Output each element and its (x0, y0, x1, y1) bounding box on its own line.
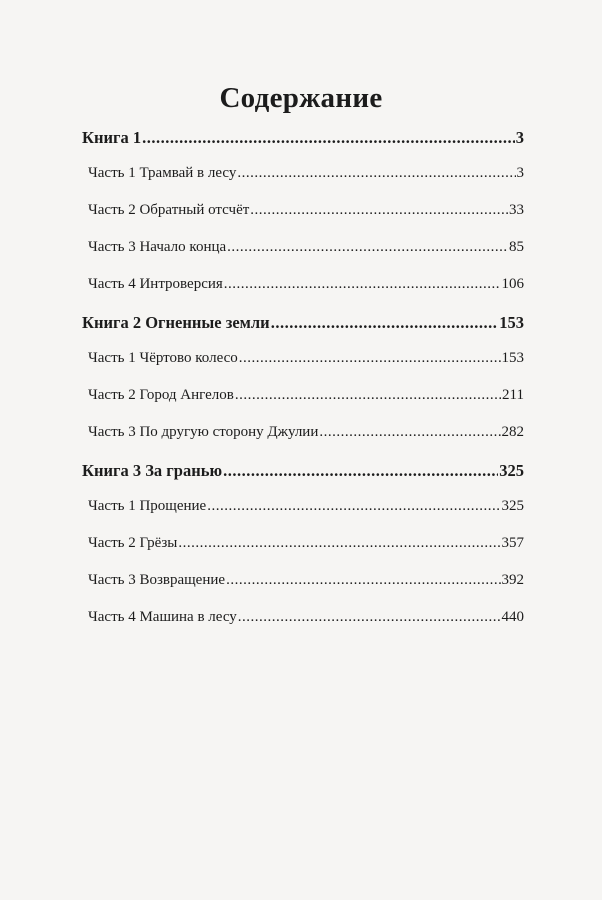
toc-page-number: 325 (499, 461, 524, 480)
toc-entry-label: Книга 2 Огненные земли (82, 313, 270, 332)
toc-page-number: 153 (501, 350, 524, 366)
dot-leader (227, 239, 508, 256)
toc-book-entry (82, 461, 524, 498)
toc-page-number: 3 (516, 165, 524, 181)
toc-book-entry (82, 313, 524, 350)
toc-part-entry (82, 202, 524, 239)
toc-book-entry (82, 128, 524, 165)
toc-page-number: 3 (515, 128, 524, 147)
dot-leader (237, 165, 515, 182)
dot-leader (238, 609, 501, 626)
toc-page-number: 211 (502, 387, 524, 403)
page-title: Содержание (219, 82, 383, 114)
dot-leader (142, 128, 515, 148)
dot-leader (224, 276, 501, 293)
toc-page-number: 33 (509, 202, 524, 218)
table-of-contents (82, 128, 524, 646)
toc-part-entry (82, 387, 524, 424)
toc-part-entry (82, 498, 524, 535)
toc-part-entry (82, 572, 524, 609)
toc-part-entry (82, 165, 524, 202)
toc-part-entry (82, 276, 524, 313)
toc-page-number: 85 (509, 239, 524, 255)
toc-part-entry (82, 239, 524, 276)
toc-entry-label: Часть 3 Возвращение (88, 572, 226, 588)
dot-leader (235, 387, 501, 404)
toc-part-entry (82, 535, 524, 572)
toc-entry-label: Часть 1 Прощение (88, 498, 207, 514)
toc-page-number: 106 (501, 276, 524, 292)
dot-leader (319, 424, 500, 441)
toc-page-number: 282 (501, 424, 524, 440)
toc-entry-label: Часть 4 Интроверсия (88, 276, 223, 292)
toc-entry-label: Книга 3 За гранью (82, 461, 223, 480)
toc-entry-label: Часть 4 Машина в лесу (88, 609, 237, 625)
toc-page-number: 392 (501, 572, 524, 588)
toc-page-number: 325 (501, 498, 524, 514)
dot-leader (223, 461, 498, 481)
toc-part-entry (82, 424, 524, 461)
toc-entry-label: Часть 3 По другую сторону Джулии (88, 424, 319, 440)
dot-leader (178, 535, 500, 552)
dot-leader (250, 202, 508, 219)
toc-page-number: 153 (499, 313, 524, 332)
toc-page-number: 357 (501, 535, 524, 551)
toc-entry-label: Часть 3 Начало конца (88, 239, 227, 255)
dot-leader (239, 350, 501, 367)
toc-entry-label: Часть 2 Обратный отсчёт (88, 202, 250, 218)
toc-entry-label: Книга 1 (82, 128, 142, 147)
toc-part-entry (82, 350, 524, 387)
dot-leader (226, 572, 500, 589)
toc-entry-label: Часть 2 Грёзы (88, 535, 178, 551)
toc-part-entry (82, 609, 524, 646)
toc-entry-label: Часть 2 Город Ангелов (88, 387, 234, 403)
toc-entry-label: Часть 1 Чёртово колесо (88, 350, 238, 366)
dot-leader (271, 313, 499, 333)
toc-entry-label: Часть 1 Трамвай в лесу (88, 165, 237, 181)
dot-leader (207, 498, 500, 515)
toc-page-number: 440 (501, 609, 524, 625)
